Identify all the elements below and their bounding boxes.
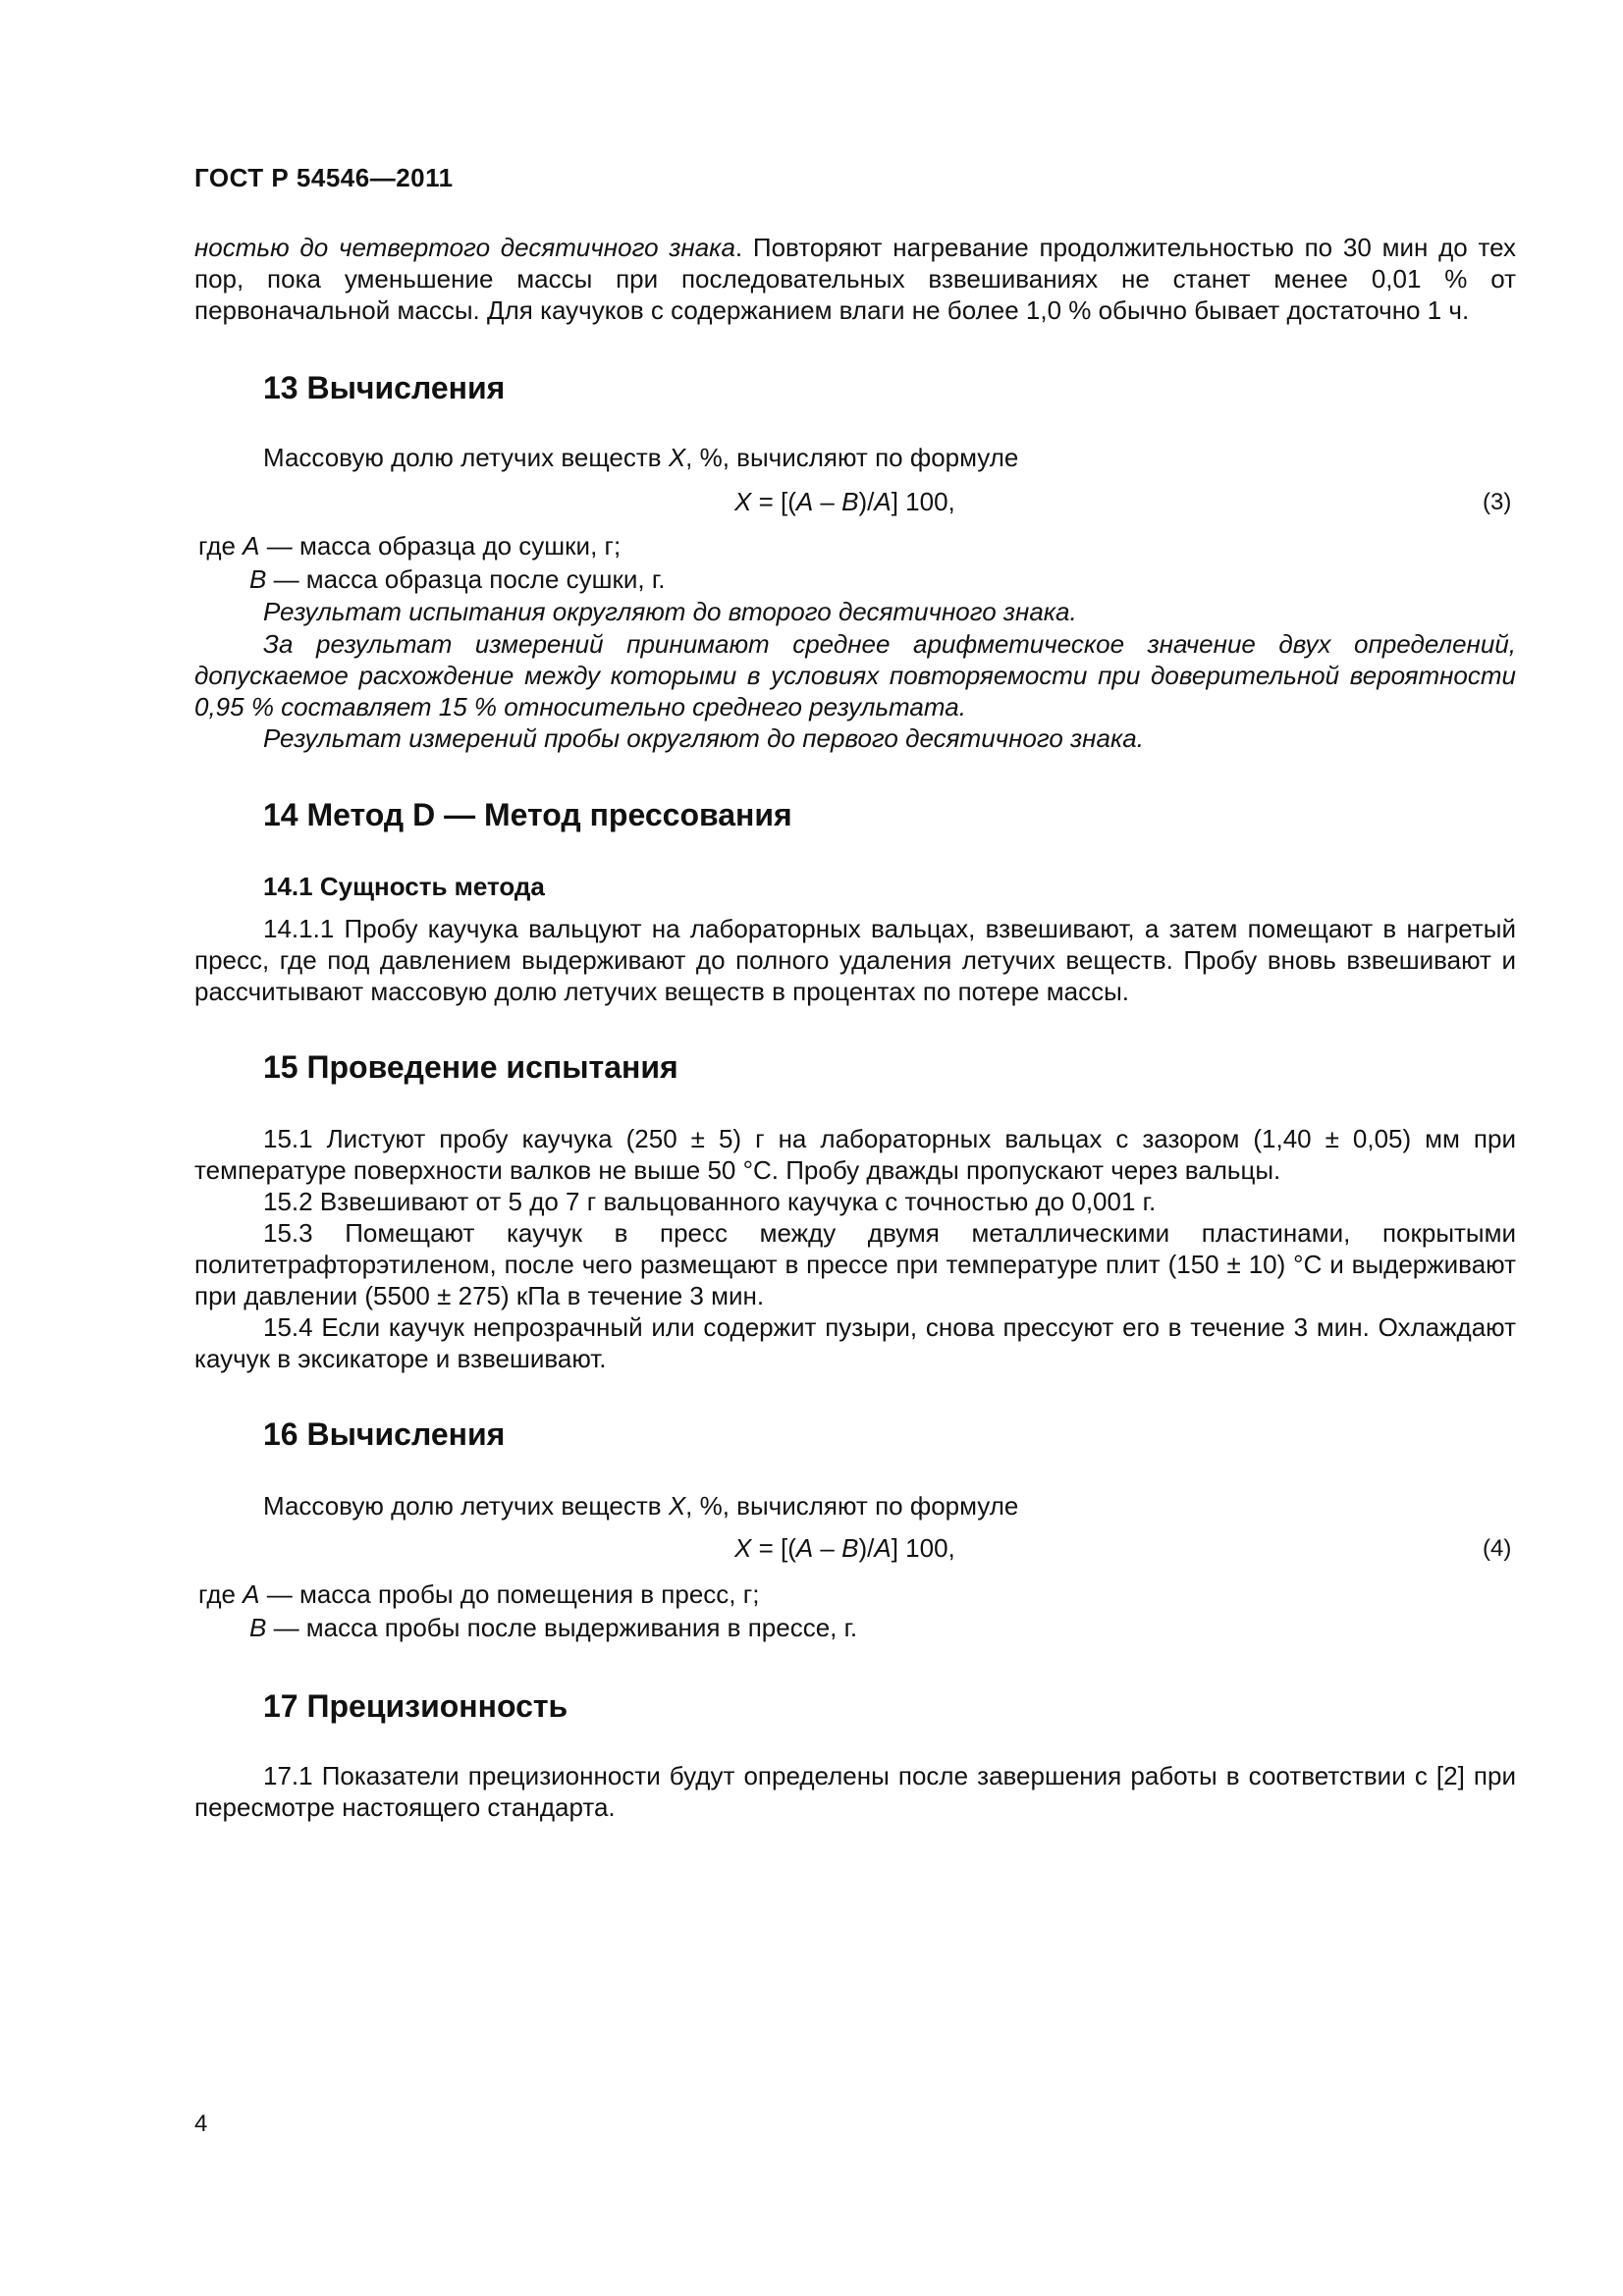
where-b-line: B — масса образца после сушки, г. [249,564,666,594]
equation-number-3: (3) [1483,489,1512,515]
intro-rest: . Повторяют нагревание продолжительностью по 30 мин до тех пор, пока уменьшение массы при последовательных взвешиваниях не станет менее 0,01 % от первоначальной массы. Для каучуков с содержанием влаги не более 1,0 % обычно бывает достаточно 1 ч. [194,233,1516,325]
page-number: 4 [194,2110,208,2137]
document-code: ГОСТ Р 54546—2011 [194,163,454,192]
where-a-line-2: где A — масса пробы до помещения в пресс, г; [198,1579,760,1609]
section-13-note-1: Результат испытания округляют до второго десятичного знака. [263,597,1077,626]
section-15-title: 15 Проведение испытания [263,1049,678,1085]
section-15-3-paragraph: 15.3 Помещают каучук в пресс между двумя металлическими пластинами, покрытыми политетрафторэтиленом, после чего размещают в прессе при температуре плит (150 ± 10) °С и выдерживают при давлении (5500 ± 275) кПа в течение 3 мин. [194,1218,1516,1310]
section-13-note-2: За результат измерений принимают среднее арифметическое значение двух определений, допускаемое расхождение между которыми в условиях повторяемости при доверительной вероятности 0,95 % составляет 15 % относительно среднего результата. [194,629,1516,721]
section-13-title: 13 Вычисления [263,370,506,405]
section-16-intro: Массовую долю летучих веществ X, %, вычисляют по формуле [263,1491,1019,1521]
where-a-line: где A — масса образца до сушки, г; [198,531,622,561]
formula-3: X = [(A – B)/A] 100, [734,487,955,516]
section-17-title: 17 Прецизионность [263,1688,568,1724]
section-15-2-paragraph: 15.2 Взвешивают от 5 до 7 г вальцованного каучука с точностью до 0,001 г. [263,1187,1157,1216]
section-15-4-paragraph: 15.4 Если каучук непрозрачный или содержит пузыри, снова прессуют его в течение 3 мин. Охлаждают каучук в эксикаторе и взвешивают. [194,1312,1516,1373]
where-b-line-2: B — масса пробы после выдерживания в прессе, г. [249,1613,858,1642]
section-13-note-3: Результат измерений пробы округляют до первого десятичного знака. [263,723,1144,753]
formula-4: X = [(A – B)/A] 100, [734,1533,955,1563]
section-14-1-1-paragraph: 14.1.1 Пробу каучука вальцуют на лабораторных вальцах, взвешивают, а затем помещают в нагретый пресс, где под давлением выдерживают до полного удаления летучих веществ. Пробу вновь взвешивают и рассчитывают массовую долю летучих веществ в процентах по потере массы. [194,914,1516,1006]
intro-italic-lead: ностью до четвертого десятичного знака [194,233,735,262]
equation-number-4: (4) [1483,1535,1512,1562]
section-17-1-paragraph: 17.1 Показатели прецизионности будут определены после завершения работы в соответствии с [2] при пересмотре настоящего стандарта. [194,1761,1516,1822]
section-15-1-paragraph: 15.1 Листуют пробу каучука (250 ± 5) г на лабораторных вальцах с зазором (1,40 ± 0,05) мм при температуре поверхности валков не выше 50 °С. Пробу дважды пропускают через вальцы. [194,1124,1516,1185]
section-16-title: 16 Вычисления [263,1416,506,1452]
section-13-intro: Массовую долю летучих веществ X, %, вычисляют по формуле [263,443,1019,472]
section-14-title: 14 Метод D — Метод прессования [263,797,792,832]
section-14-1-title: 14.1 Сущность метода [263,872,545,901]
intro-paragraph [194,232,1516,326]
